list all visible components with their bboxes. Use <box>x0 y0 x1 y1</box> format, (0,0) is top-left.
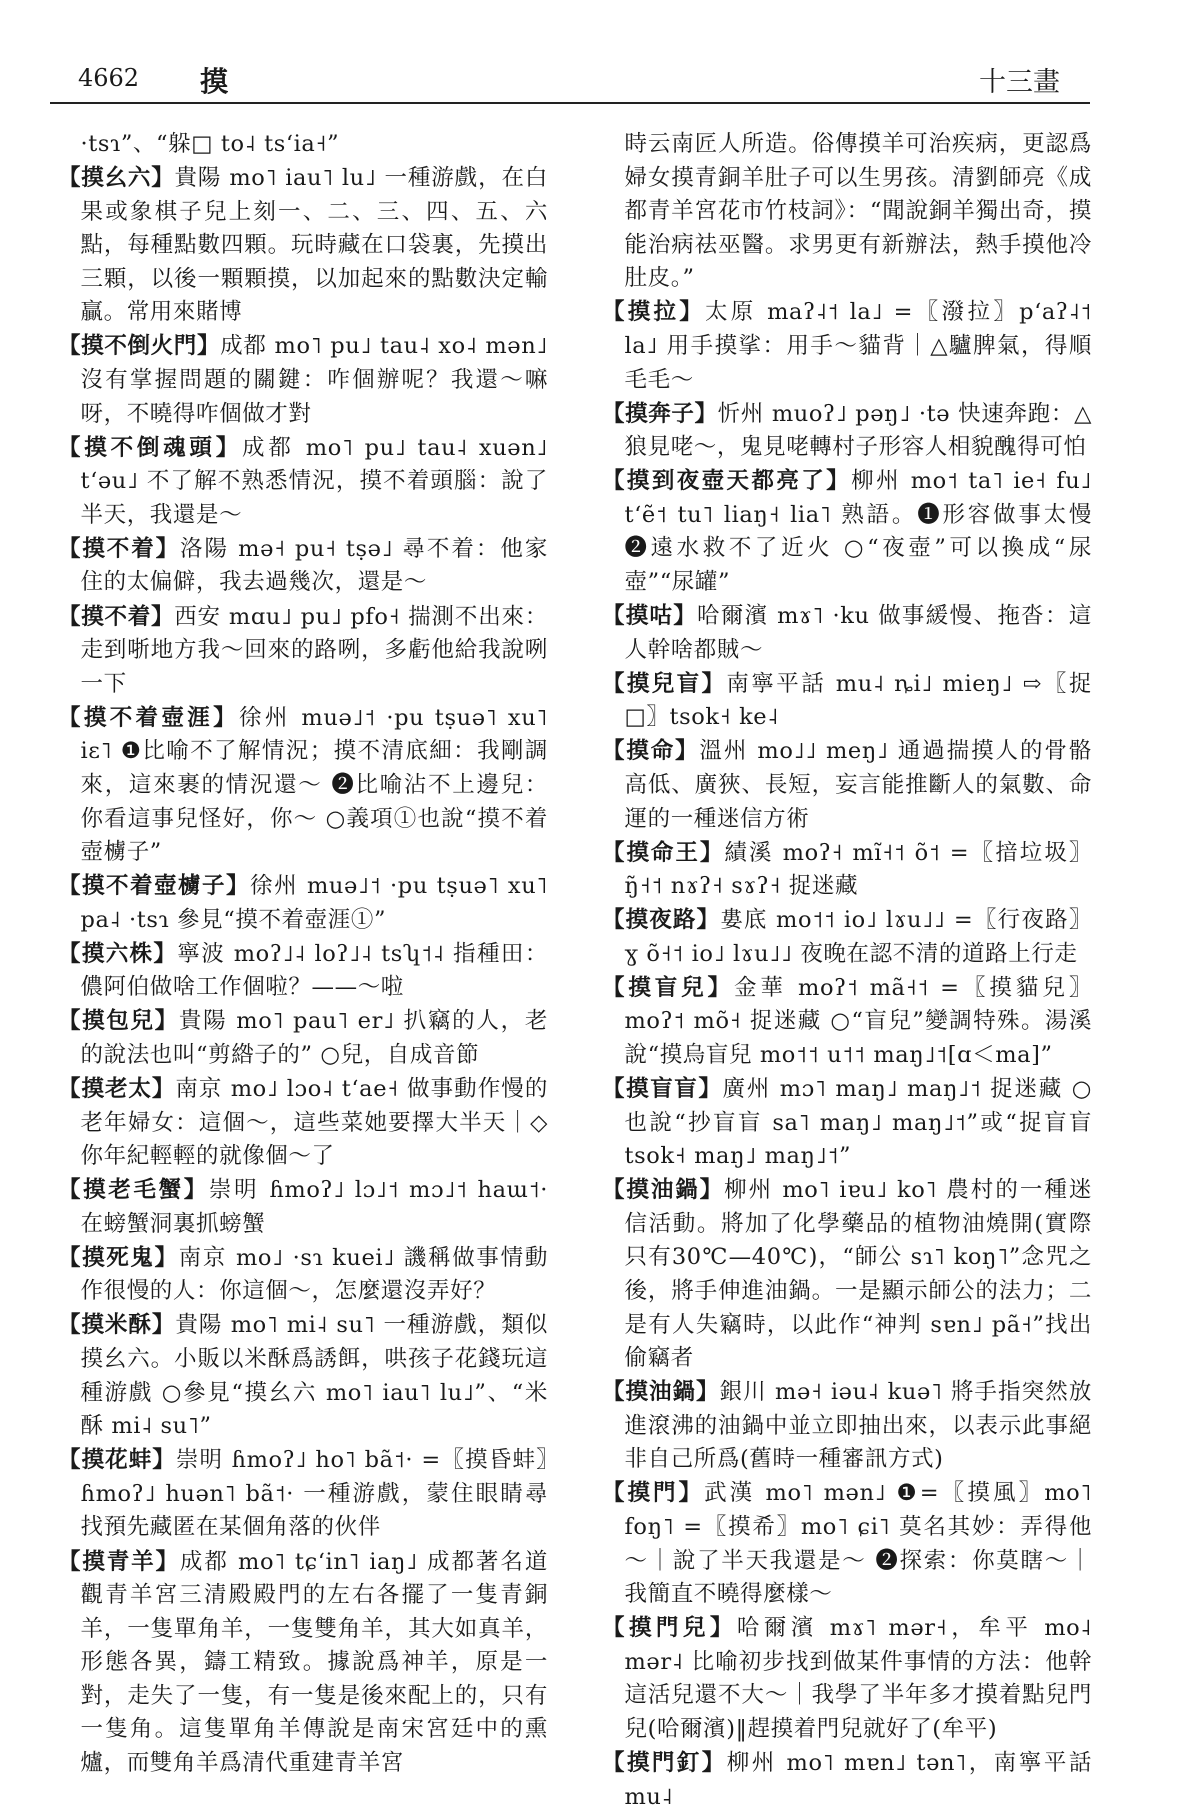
dictionary-entry <box>602 1073 1092 1174</box>
head-character: 摸 <box>200 65 229 98</box>
dictionary-entry <box>58 702 548 870</box>
entry-headword: 【摸不着】 <box>58 535 181 562</box>
entry-headword: 【摸米酥】 <box>58 1312 176 1339</box>
entry-headword: 【摸盲盲】 <box>602 1076 723 1102</box>
entry-headword: 【摸不着壺㯭子】 <box>58 873 251 900</box>
entry-definition: 溫州 mo˩˩ meŋ˩ 通過揣摸人的骨骼高低、廣狹、長短，妄言能推斷人的氣數、命運的一種迷信方術 <box>624 738 1092 832</box>
dictionary-entry <box>58 432 548 533</box>
page-number: 4662 <box>78 64 140 92</box>
entry-headword: 【摸拉】 <box>602 299 705 326</box>
entry-definition: 忻州 muoʔ˩ pəŋ˩ ·tə 快速奔跑：△狼見咾～，鬼見咾轉村子形容人相貌醜得可怕 <box>624 400 1092 461</box>
entry-headword: 【摸包兒】 <box>58 1008 179 1035</box>
entry-definition: 寧波 moʔ˩˨ loʔ˩˨ tsʮ˦˨ 指種田：儂阿伯做啥工作個啦？——～啦 <box>80 940 548 1001</box>
entry-headword: 【摸青羊】 <box>58 1548 180 1575</box>
entry-definition: 貴陽 mo˥ pau˥ er˩ 扒竊的人，老的說法也叫“剪綹子的” ○兒，自成音節 <box>80 1008 548 1068</box>
stroke-section: 十三畫 <box>979 67 1060 98</box>
right-column <box>602 128 1092 1815</box>
dictionary-entry <box>602 600 1092 667</box>
entry-definition: 南寧平話 mu˨ ȵi˩ mieŋ˩ ⇨〖捉□〗tsok˧ ke˨ <box>624 670 1092 731</box>
entry-headword: 【摸幺六】 <box>58 165 175 192</box>
dictionary-entry <box>58 1073 548 1174</box>
entry-definition: 柳州 mo˥ mɐn˩ tən˥，南寧平話 mu˨ <box>624 1750 1092 1810</box>
dictionary-entry <box>602 837 1092 904</box>
entry-headword: 【摸兒盲】 <box>602 670 727 697</box>
entry-definition: 時云南匠人所造。俗傳摸羊可治疾病，更認爲婦女摸青銅羊肚子可以生男孩。清劉師亮《成都青羊宮花市竹枝詞》：“聞說銅羊獨出奇，摸能治病祛巫醫。求男更有新辦法，熱手摸他冷肚皮。” <box>624 131 1092 292</box>
entry-definition: 徐州 muə˩˦ ·pu tṣuə˥ xu˥ pa˨ ·tsɿ 參見“摸不着壺涯①” <box>80 873 548 933</box>
running-header <box>50 58 1090 104</box>
entry-headword: 【摸奔子】 <box>602 400 718 427</box>
entry-headword: 【摸門兒】 <box>602 1615 737 1642</box>
entry-definition: 金華 moʔ˦ mã˧˦ =〖摸貓兒〗moʔ˦ mõ˧ 捉迷藏 ○“盲兒”變調特殊。湯溪說“摸烏盲兒 mo˦˦ u˦˦ maŋ˩˦[ɑ＜ma]” <box>624 974 1092 1068</box>
dictionary-entry <box>58 601 548 702</box>
entry-definition: 哈爾濱 mɤ˥ ·ku 做事緩慢、拖沓：這人幹啥都賊～ <box>624 603 1092 663</box>
entry-definition: 西安 mɑu˩ pu˩ pfo˧ 揣測不出來：走到哳地方我～回來的路咧，多虧他給我說咧一下 <box>80 603 548 697</box>
dictionary-entry <box>58 870 548 937</box>
left-column <box>58 128 548 1781</box>
dictionary-entry <box>58 128 548 162</box>
dictionary-entry <box>58 162 548 330</box>
entry-definition: 洛陽 mə˧ pu˧ tṣə˩ 尋不着：他家住的太偏僻，我去過幾次，還是～ <box>80 535 548 596</box>
entry-headword: 【摸門】 <box>602 1480 705 1507</box>
entry-headword: 【摸死鬼】 <box>58 1244 179 1271</box>
dictionary-entry <box>58 938 548 1005</box>
dictionary-entry <box>58 1005 548 1072</box>
entry-definition: 武漢 mo˥ mən˩ ❶=〖摸風〗mo˥ foŋ˥ =〖摸希〗mo˥ ɕi˥ 莫名其妙：弄得他～｜說了半天我還是～ ❷探索：你莫瞎～｜我簡直不曉得麼樣～ <box>624 1480 1092 1608</box>
dictionary-entry <box>58 330 548 431</box>
entry-headword: 【摸到夜壺天都亮了】 <box>602 468 852 495</box>
dictionary-entry <box>58 533 548 600</box>
entry-headword: 【摸門釘】 <box>602 1750 727 1777</box>
dictionary-entry <box>58 1309 548 1443</box>
dictionary-entry <box>602 296 1092 397</box>
dictionary-entry <box>58 1242 548 1309</box>
entry-definition: 成都 mo˥ pu˩ tau˨ xo˨ mən˩ 沒有掌握問題的關鍵：咋個辦呢？我還～嘛呀，不曉得咋個做才對 <box>80 333 548 427</box>
entry-headword: 【摸花蚌】 <box>58 1447 176 1474</box>
entry-headword: 【摸夜路】 <box>602 907 721 934</box>
entry-headword: 【摸老太】 <box>58 1076 176 1102</box>
entry-definition: 績溪 moʔ˧ mĩ˧˦ õ˦ =〖揞垃圾〗ŋ̃˧˦ nɤʔ˧ sɤʔ˧ 捉迷藏 <box>624 839 1092 900</box>
entry-headword: 【摸不着壺涯】 <box>58 704 239 731</box>
dictionary-entry <box>602 128 1092 296</box>
entry-definition: 成都 mo˥ tɕʻin˥ iaŋ˩ 成都著名道觀青羊宮三清殿殿門的左右各擺了一隻青銅羊，一隻單角羊，一隻雙角羊，其大如真羊，形態各異，鑄工精致。據說爲神羊，原是一對，走失了一隻，有一隻是後來配上的，只有一隻角。這隻單角羊傳說是南宋宮廷中的熏爐，而雙角羊爲清代重建青羊宮 <box>80 1548 548 1777</box>
dictionary-entry <box>58 1444 548 1545</box>
entry-headword: 【摸油鍋】 <box>602 1177 725 1204</box>
entry-definition: 哈爾濱 mɤ˥ mər˧，牟平 mo˨ mər˨ 比喻初步找到做某件事情的方法：他幹這活兒還不大～｜我學了半年多才摸着點兒門兒(哈爾濱)‖趕摸着門兒就好了(牟平) <box>624 1615 1092 1743</box>
entry-headword: 【摸老毛蟹】 <box>58 1177 209 1204</box>
entry-definition: 銀川 mə˧ iəu˨ kuə˥ 將手指突然放進滾沸的油鍋中並立即抽出來，以表示此事絕非自己所爲(舊時一種審訊方式) <box>624 1379 1092 1473</box>
entry-definition: 太原 maʔ˨˦ la˩ =〖潑拉〗pʻaʔ˨˦ la˩ 用手摸挲：用手～貓背｜△驢脾氣，得順毛毛～ <box>624 299 1092 393</box>
entry-definition: 南京 mo˩ lɔo˨ tʻae˧ 做事動作慢的老年婦女：這個～，這些菜她要擇大半天｜◇你年紀輕輕的就像個～了 <box>80 1076 548 1170</box>
dictionary-entry <box>58 1546 548 1781</box>
dictionary-entry <box>602 1612 1092 1746</box>
entry-definition: 婁底 mo˦˦ io˩ lɤu˩˩ =〖行夜路〗ɣ õ˧˦ io˩ lɤu˩˩ 夜晚在認不清的道路上行走 <box>624 907 1092 967</box>
entry-definition: 徐州 muə˩˦ ·pu tṣuə˥ xu˥ iɛ˥ ❶比喻不了解情況；摸不清底細：我剛調來，這來裹的情況還～ ❷比喻沾不上邊兒：你看這事兒怪好，你～ ○義項①也說“摸不着壺㯭子” <box>80 704 548 866</box>
dictionary-entry <box>602 1174 1092 1376</box>
dictionary-entry <box>602 668 1092 735</box>
entry-definition: 崇明 ɦmoʔ˩ ho˥ bã˦· =〖摸昏蚌〗ɦmoʔ˩ huən˥ bã˦· 一種游戲，蒙住眼睛尋找預先藏匿在某個角落的伙伴 <box>80 1447 548 1541</box>
dictionary-entry <box>602 465 1092 599</box>
entry-headword: 【摸盲兒】 <box>602 974 734 1001</box>
entry-headword: 【摸不倒火門】 <box>58 333 221 360</box>
dictionary-entry <box>602 972 1092 1073</box>
entry-definition: 南京 mo˩ ·sɿ kuei˩ 譏稱做事情動作很慢的人：你這個～，怎麼還沒弄好？ <box>80 1244 548 1305</box>
entry-definition: 柳州 mo˦ ta˥ ie˧ fu˩ tʻẽ˦ tu˥ liaŋ˧ lia˥ 熟語。❶形容做事太慢 ❷遠水救不了近火 ○“夜壺”可以換成“尿壺”“尿罐” <box>624 468 1092 596</box>
dictionary-entry <box>602 735 1092 836</box>
entry-definition: ·tsɿ”、“躲□ to˨ tsʻia˧” <box>80 131 340 157</box>
entry-definition: 成都 mo˥ pu˩ tau˨ xuən˩ tʻəu˩ 不了解不熟悉情況，摸不着頭腦：說了半天，我還是～ <box>80 434 548 528</box>
dictionary-entry <box>602 904 1092 971</box>
entry-headword: 【摸不倒魂頭】 <box>58 434 242 461</box>
entry-definition: 柳州 mo˥ iɐu˩ ko˥ 農村的一種迷信活動。將加了化學藥品的植物油燒開(實際只有30℃—40℃)，“師公 sɿ˥ koŋ˥”念咒之後，將手伸進油鍋。一是顯示師公的法力；二是有人失竊時，以此作“神判 sɐn˩ pã˧”找出偷竊者 <box>624 1177 1092 1372</box>
dictionary-entry <box>602 1747 1092 1814</box>
entry-definition: 貴陽 mo˥ mi˨ su˥ 一種游戲，類似摸幺六。小販以米酥爲誘餌，哄孩子花錢玩這種游戲 ○參見“摸幺六 mo˥ iau˥ lu˩”、“米酥 mi˨ su˥” <box>80 1312 548 1440</box>
entry-headword: 【摸不着】 <box>58 603 175 630</box>
entry-definition: 廣州 mɔ˥ maŋ˩ maŋ˩˦ 捉迷藏 ○也說“抄盲盲 sa˥ maŋ˩ maŋ˩˦”或“捉盲盲 tsok˧ maŋ˩ maŋ˩˦” <box>624 1076 1092 1170</box>
entry-definition: 崇明 ɦmoʔ˩ lɔ˩˦ mɔ˩˦ haɯ˦· 在螃蟹洞裏抓螃蟹 <box>80 1177 548 1237</box>
dictionary-entry <box>602 1376 1092 1477</box>
dictionary-entry <box>602 398 1092 465</box>
entry-definition: 貴陽 mo˥ iau˥ lu˩ 一種游戲，在白果或象棋子兒上刻一、二、三、四、五、六點，每種點數四顆。玩時藏在口袋裏，先摸出三顆，以後一顆顆摸，以加起來的點數決定輸贏。常用來賭博 <box>80 165 548 326</box>
entry-headword: 【摸六株】 <box>58 940 178 967</box>
dictionary-entry <box>58 1174 548 1241</box>
entry-headword: 【摸咕】 <box>602 603 698 630</box>
dictionary-entry <box>602 1477 1092 1611</box>
entry-headword: 【摸命】 <box>602 738 700 765</box>
entry-headword: 【摸油鍋】 <box>602 1379 720 1406</box>
entry-headword: 【摸命王】 <box>602 839 725 866</box>
